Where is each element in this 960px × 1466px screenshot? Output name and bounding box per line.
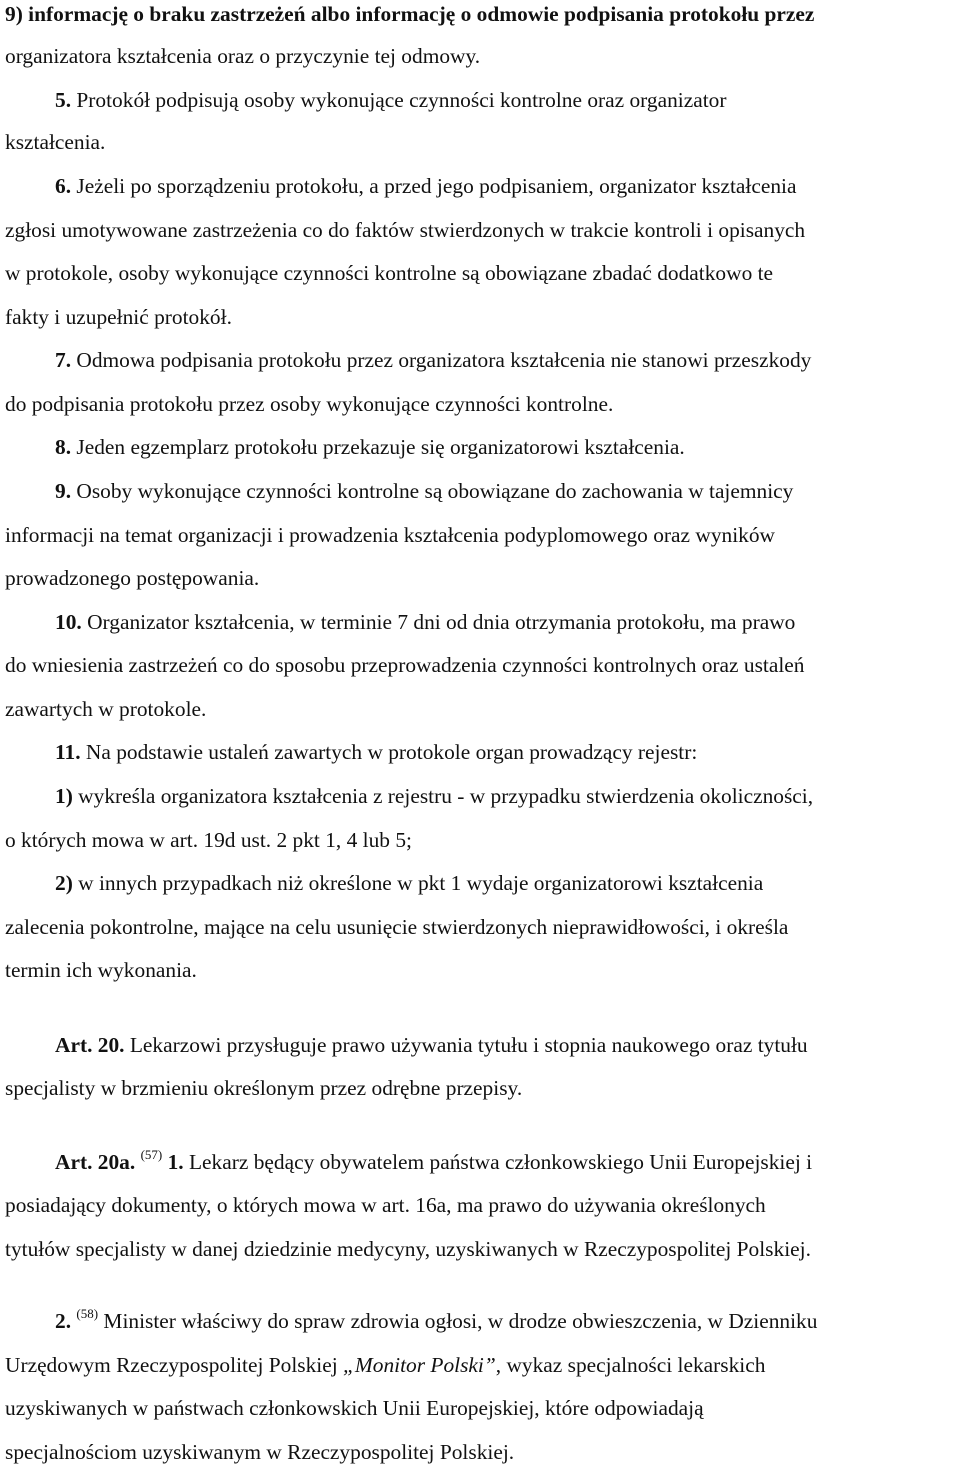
- point-1: 1) wykreśla organizatora kształcenia z rejestru - w przypadku stwierdzenia okoliczności,: [55, 784, 814, 808]
- text-line: o których mowa w art. 19d ust. 2 pkt 1, 4 lub 5;: [5, 828, 412, 852]
- paragraph-8: 8. Jeden egzemplarz protokołu przekazuje się organizatorowi kształcenia.: [55, 435, 685, 459]
- text-line: do podpisania protokołu przez osoby wykonujące czynności kontrolne.: [5, 392, 614, 416]
- text-line: specjalnościom uzyskiwanym w Rzeczypospolitej Polskiej.: [5, 1440, 515, 1464]
- footnote-ref: (58): [76, 1306, 99, 1321]
- paragraph-5: 5. Protokół podpisują osoby wykonujące czynności kontrolne oraz organizator: [55, 88, 727, 112]
- text-line: Urzędowym Rzeczypospolitej Polskiej „Monitor Polski”, wykaz specjalności lekarskich: [5, 1353, 766, 1377]
- text-line: fakty i uzupełnić protokół.: [5, 305, 232, 329]
- text-line: zalecenia pokontrolne, mające na celu usunięcie stwierdzonych nieprawidłowości, i określa: [5, 915, 789, 939]
- text-line: zawartych w protokole.: [5, 697, 207, 721]
- text-line: tytułów specjalisty w danej dziedzinie medycyny, uzyskiwanych w Rzeczypospolitej Polskiej.: [5, 1237, 811, 1261]
- italic-title: „Monitor Polski”: [343, 1353, 496, 1377]
- article-20: Art. 20. Lekarzowi przysługuje prawo używania tytułu i stopnia naukowego oraz tytułu: [55, 1033, 808, 1057]
- text-line: posiadający dokumenty, o których mowa w art. 16a, ma prawo do używania określonych: [5, 1193, 766, 1217]
- text-line: uzyskiwanych w państwach członkowskich Unii Europejskiej, które odpowiadają: [5, 1396, 704, 1420]
- footnote-ref: (57): [140, 1147, 163, 1162]
- article-20a: Art. 20a. $^{(57)}$ 1. Lekarz będący obywatelem państwa członkowskiego Unii Europejskiej i: [55, 1147, 813, 1174]
- paragraph-6: 6. Jeżeli po sporządzeniu protokołu, a przed jego podpisaniem, organizator kształcenia: [55, 174, 797, 198]
- text-line: do wniesienia zastrzeżeń co do sposobu przeprowadzenia czynności kontrolnych oraz ustaleń: [5, 653, 805, 677]
- text-line: termin ich wykonania.: [5, 958, 197, 982]
- text-line: specjalisty w brzmieniu określonym przez odrębne przepisy.: [5, 1076, 523, 1100]
- text-line: zgłosi umotywowane zastrzeżenia co do faktów stwierdzonych w trakcie kontroli i opisanych: [5, 218, 806, 242]
- text-line: informacji na temat organizacji i prowadzenia kształcenia podyplomowego oraz wyników: [5, 523, 775, 547]
- article-20a-paragraph-2: 2. $^{(58)}$ Minister właściwy do spraw zdrowia ogłosi, w drodze obwieszczenia, w Dzienniku: [55, 1306, 818, 1333]
- paragraph-9: 9. Osoby wykonujące czynności kontrolne są obowiązane do zachowania w tajemnicy: [55, 479, 794, 503]
- text-line: kształcenia.: [5, 130, 106, 154]
- point-2: 2) w innych przypadkach niż określone w pkt 1 wydaje organizatorowi kształcenia: [55, 871, 764, 895]
- text-line: 9) informację o braku zastrzeżeń albo informację o odmowie podpisania protokołu przez: [5, 2, 815, 26]
- paragraph-10: 10. Organizator kształcenia, w terminie 7 dni od dnia otrzymania protokołu, ma prawo: [55, 610, 796, 634]
- text-line: prowadzonego postępowania.: [5, 566, 260, 590]
- text-line: w protokole, osoby wykonujące czynności kontrolne są obowiązane zbadać dodatkowo te: [5, 261, 774, 285]
- paragraph-7: 7. Odmowa podpisania protokołu przez organizatora kształcenia nie stanowi przeszkody: [55, 348, 812, 372]
- paragraph-11: 11. Na podstawie ustaleń zawartych w protokole organ prowadzący rejestr:: [55, 740, 698, 764]
- text-line: organizatora kształcenia oraz o przyczynie tej odmowy.: [5, 44, 481, 68]
